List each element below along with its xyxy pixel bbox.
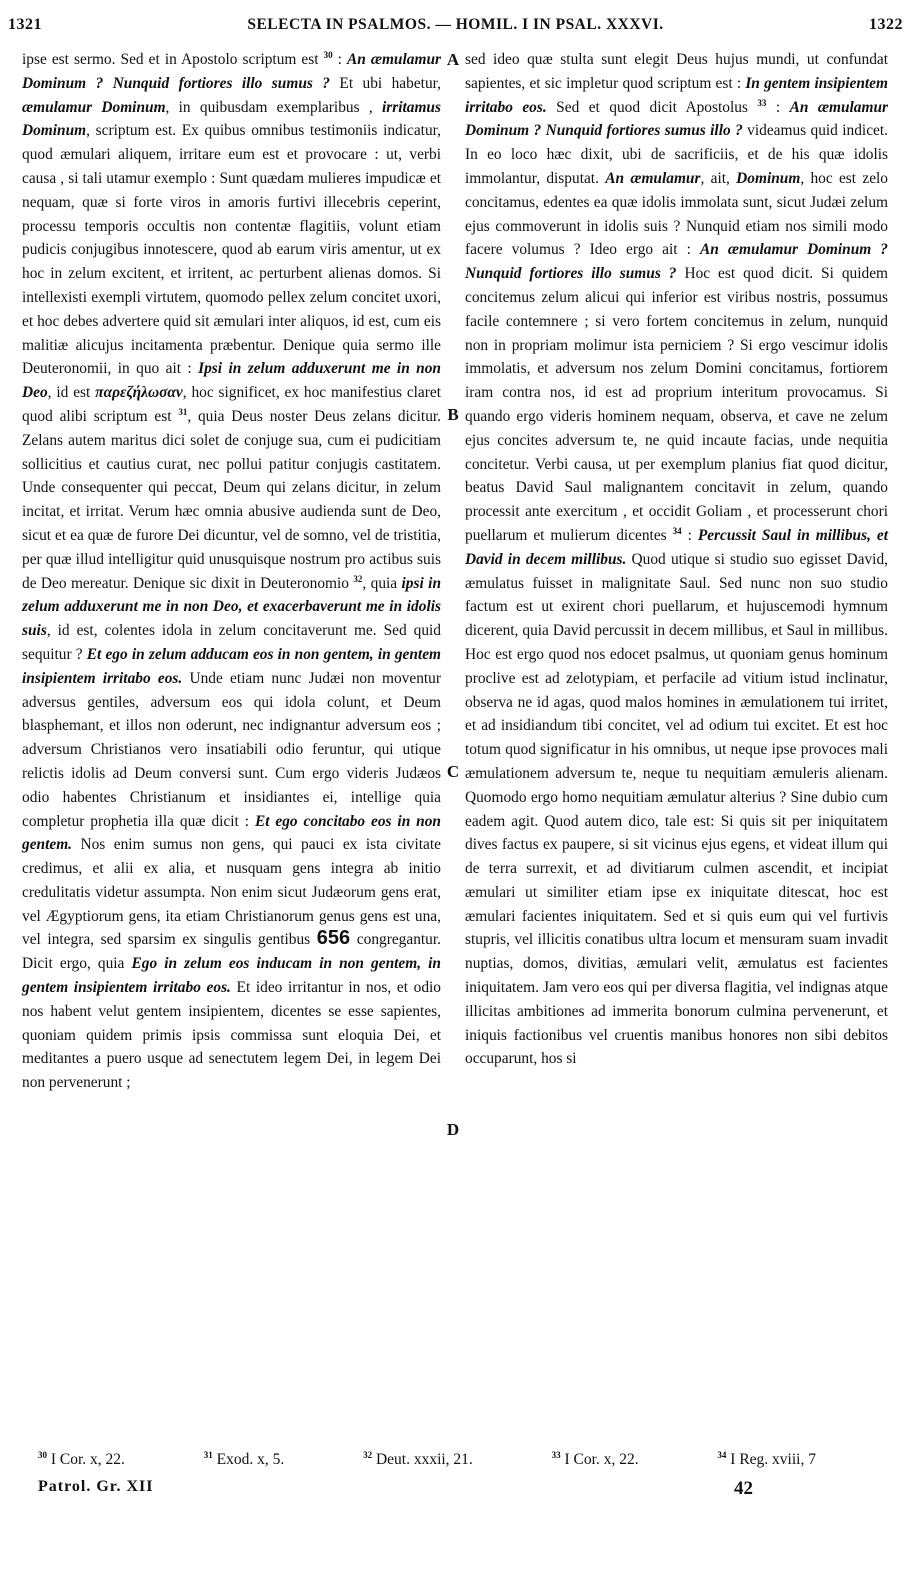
margin-letter-d: D <box>446 1120 460 1139</box>
footnote-ref: 30 <box>323 49 333 60</box>
running-title: SELECTA IN PSALMOS. — HOMIL. I IN PSAL. XXXVI. <box>247 16 664 33</box>
footnote: $^{32}$ Deut. xxxii, 21. <box>363 1450 473 1469</box>
footnote: $^{30}$ I Cor. x, 22. <box>38 1450 125 1469</box>
footnote-ref: 31 <box>178 406 188 417</box>
page-number-left: 1321 <box>8 16 42 33</box>
footnote: $^{34}$ I Reg. xviii, 7 <box>717 1450 816 1469</box>
right-column <box>465 48 888 1071</box>
footnote-ref: 32 <box>353 573 363 584</box>
column-number-marker: 656 <box>316 927 351 950</box>
margin-letter-a: A <box>446 50 460 69</box>
footnote: $^{31}$ Exod. x, 5. <box>203 1450 285 1469</box>
series-signature: Patrol. Gr. XII <box>38 1478 154 1495</box>
left-column-text: ipse est sermo. Sed et in Apostolo scriptum est $^{30}$ : An æmulamur Dominum ? Nunquid fortiores illo sumus ? Et ubi habetur, æmulamur Dominum, in quibusdam exemplaribus , irritamus Dominum, scriptum est. Ex quibus omnibus testimoniis indicatur, quod æmulari aliquem, irritare eum est et provocare : ut, verbi causa , si tali utamur exemplo : Sunt quædam mulieres impudicæ et nequam, quæ si forte viros in amoris furtivi illecebris ceperint, processu temporis occultis non contentæ flagitiis, volunt etiam pudicis conjugibus innotescere, quod ab earum viris amentur, ut ex hoc in zelum excitent, et irritent, ac perturbent alienas domos. Si intellexisti exempli virtutem, quomodo pellex zelum concitet uxori, et hoc debes advertere quid sit æmulari inter aliquos, id est, cum eis malitiæ alicujus incitamenta præbentur. Denique quia sermo ille Deuteronomii, in quo ait : Ipsi in zelum adduxerunt me in non Deo, id est παρεζήλωσαν, hoc significet, ex hoc manifestius claret quod alibi scriptum est $^{31}$, quia Deus noster Deus zelans dicitur. Zelans autem maritus dici solet de conjuge sua, cum ei pudicitiam sollicitius et cautius curat, nec pollui patitur conjugis castitatem. Unde consequenter qui peccat, Deum qui zelans dicitur, in zelum incitat, et irritat. Verum hæc omnia abusive audienda sunt de Deo, sicut et ea quæ de furore Dei dicuntur, vel de somno, vel de tristitia, per quæ illud intelligitur quid unusquisque nostrum pro actibus suis de Deo mereatur. Denique sic dixit in Deuteronomio $^{32}$, quia ipsi in zelum adduxerunt me in non Deo, et exacerbaverunt me in idolis suis, id est, colentes idola in zelum concitaverunt me. Sed quid sequitur ? Et ego in zelum adducam eos in non gentem, in gentem insipientem irritabo eos. Unde etiam nunc Judæi non moventur adversus gentiles, adversum eos qui idola colunt, et Deum blasphemant, et illos non oderunt, nec indignantur adversum eos ; adversum Christianos vero insatiabili odio feruntur, qui utique relictis idolis ad Deum conversi sunt. Cum ergo videris Judæos odio habentes Christianum et insidiantes ei, intellige quia completur prophetia illa quæ dicit : Et ego concitabo eos in non gentem. Nos enim sumus non gens, qui pauci ex ista civitate credimus, et alii ex alia, et nusquam gens integra ab initio credulitatis videtur assumpta. Non enim sicut Judæorum gens erat, vel Ægyptiorum gens, ita etiam Christianorum genus gens est una, vel integra, sed sparsim ex singulis gentibus 656 congregantur. Dicit ergo, quia Ego in zelum eos inducam in non gentem, in gentem insipientem irritabo eos. Et ideo irritantur in nos, et odio nos habent velut gentem insipientem, dicentes se esse sapientes, quoniam quidem primis ipsis commissa sunt eloquia Dei, et meditantes a puero usque ad senectutem legem Dei, in legem Dei non pervenerunt ; <box>22 49 442 1092</box>
running-header <box>8 16 903 44</box>
signature-number: 42 <box>734 1478 753 1499</box>
footnote: $^{33}$ I Cor. x, 22. <box>551 1450 639 1469</box>
footnote-ref: 34 <box>672 525 682 536</box>
page-number-right: 1322 <box>869 16 903 33</box>
footnote-ref: 33 <box>757 97 767 108</box>
footnotes <box>38 1450 816 1469</box>
left-column <box>22 48 441 1095</box>
right-column-text: sed ideo quæ stulta sunt elegit Deus hujus mundi, ut confundat sapientes, et sic impletur quod scriptum est : In gentem insipientem irritabo eos. Sed et quod dicit Apostolus $^{33}$ : An æmulamur Dominum ? Nunquid fortiores sumus illo ? videamus quid indicet. In eo loco hæc dixit, ubi de sacrificiis, et de his quæ idolis immolantur, disputat. An æmulamur, ait, Dominum, hoc est zelo concitamus, edentes ea quæ idolis immolata sunt, sicut Judæi zelum ejus commoverunt in idolis suis ? Nunquid etiam nos simili modo facere volumus ? Ideo ergo ait : An æmulamur Dominum ? Nunquid fortiores illo sumus ? Hoc est quod dicit. Si quidem concitemus zelum alicui qui inferior est viribus nostris, possumus facile contemnere ; si vero fortem concitemus in zelum, nunquid non in propriam molimur ista perniciem ? Si ergo vescimur idolis immolatis, et adversum nos zelum Domini concitamus, fortiorem iram contra nos, id est ad proprium interitum provocamus. Si quando ergo videris hominem nequam, observa, et cave ne zelum ejus concites adversum te, ne quid incaute facias, unde nequitia concitetur. Verbi causa, ut per exemplum planius fiat quod dicitur, beatus David Saul malignantem concitavit in zelum, quando processit ante exercitum , et occidit Goliam , et processerunt chori puellarum et mulierum dicentes $^{34}$ : Percussit Saul in millibus, et David in decem millibus. Quod utique si studio suo egisset David, æmulatus fuisset in malignitate Saul. Sed nunc non suo studio factum est ut exirent chori puellarum, et hujuscemodi hymnum dicerent, quia David percussit in decem millibus, et Saul in millibus. Hoc est ergo quod nos edocet psalmus, ut quoniam genus hominum proclive est ad zelotypiam, et perfacile ad vitium istud inclinatur, observa ne id agas, quod malos homines in æmulationem tui irritet, et ad insidiandum tibi concitet, vel ad odium tui excitet. Et est hoc totum quod significatur in his omnibus, ut neque ipse provoces mali æmulationem adversum te, neque tu nequitiam æmuleris alienam. Quomodo ergo homo nequitiam æmulatur alterius ? Sine dubio cum eadem agit. Quod autem dico, tale est: Si quis sit per iniquitatem dives factus ex paupere, si sit vicinus ejus egens, et videat illum qui de terra surrexit, et ad divitiarum culmen ascendit, et incipiat æmulari ut similiter etiam ipse ex iniquitate ditescat, hoc est æmulari facientes iniquitatem. Sed et si quis eum qui vel furtivis stupris, vel illicitis conatibus ultra locum et mensuram suam invadit nuptias, domos, divitias, æmulari velit, æmulatus est facientes iniquitatem. Jam vero eos qui per diversa flagitia, vel indignas atque illicitas ambitiones ad immerita bonorum culmina pervenerunt, et iniquis factionibus vel cruentis manibus honores non sibi debitos occuparunt, hos si <box>465 51 888 1068</box>
margin-letter-b: B <box>447 405 459 424</box>
margin-letter-c: C <box>446 762 460 781</box>
